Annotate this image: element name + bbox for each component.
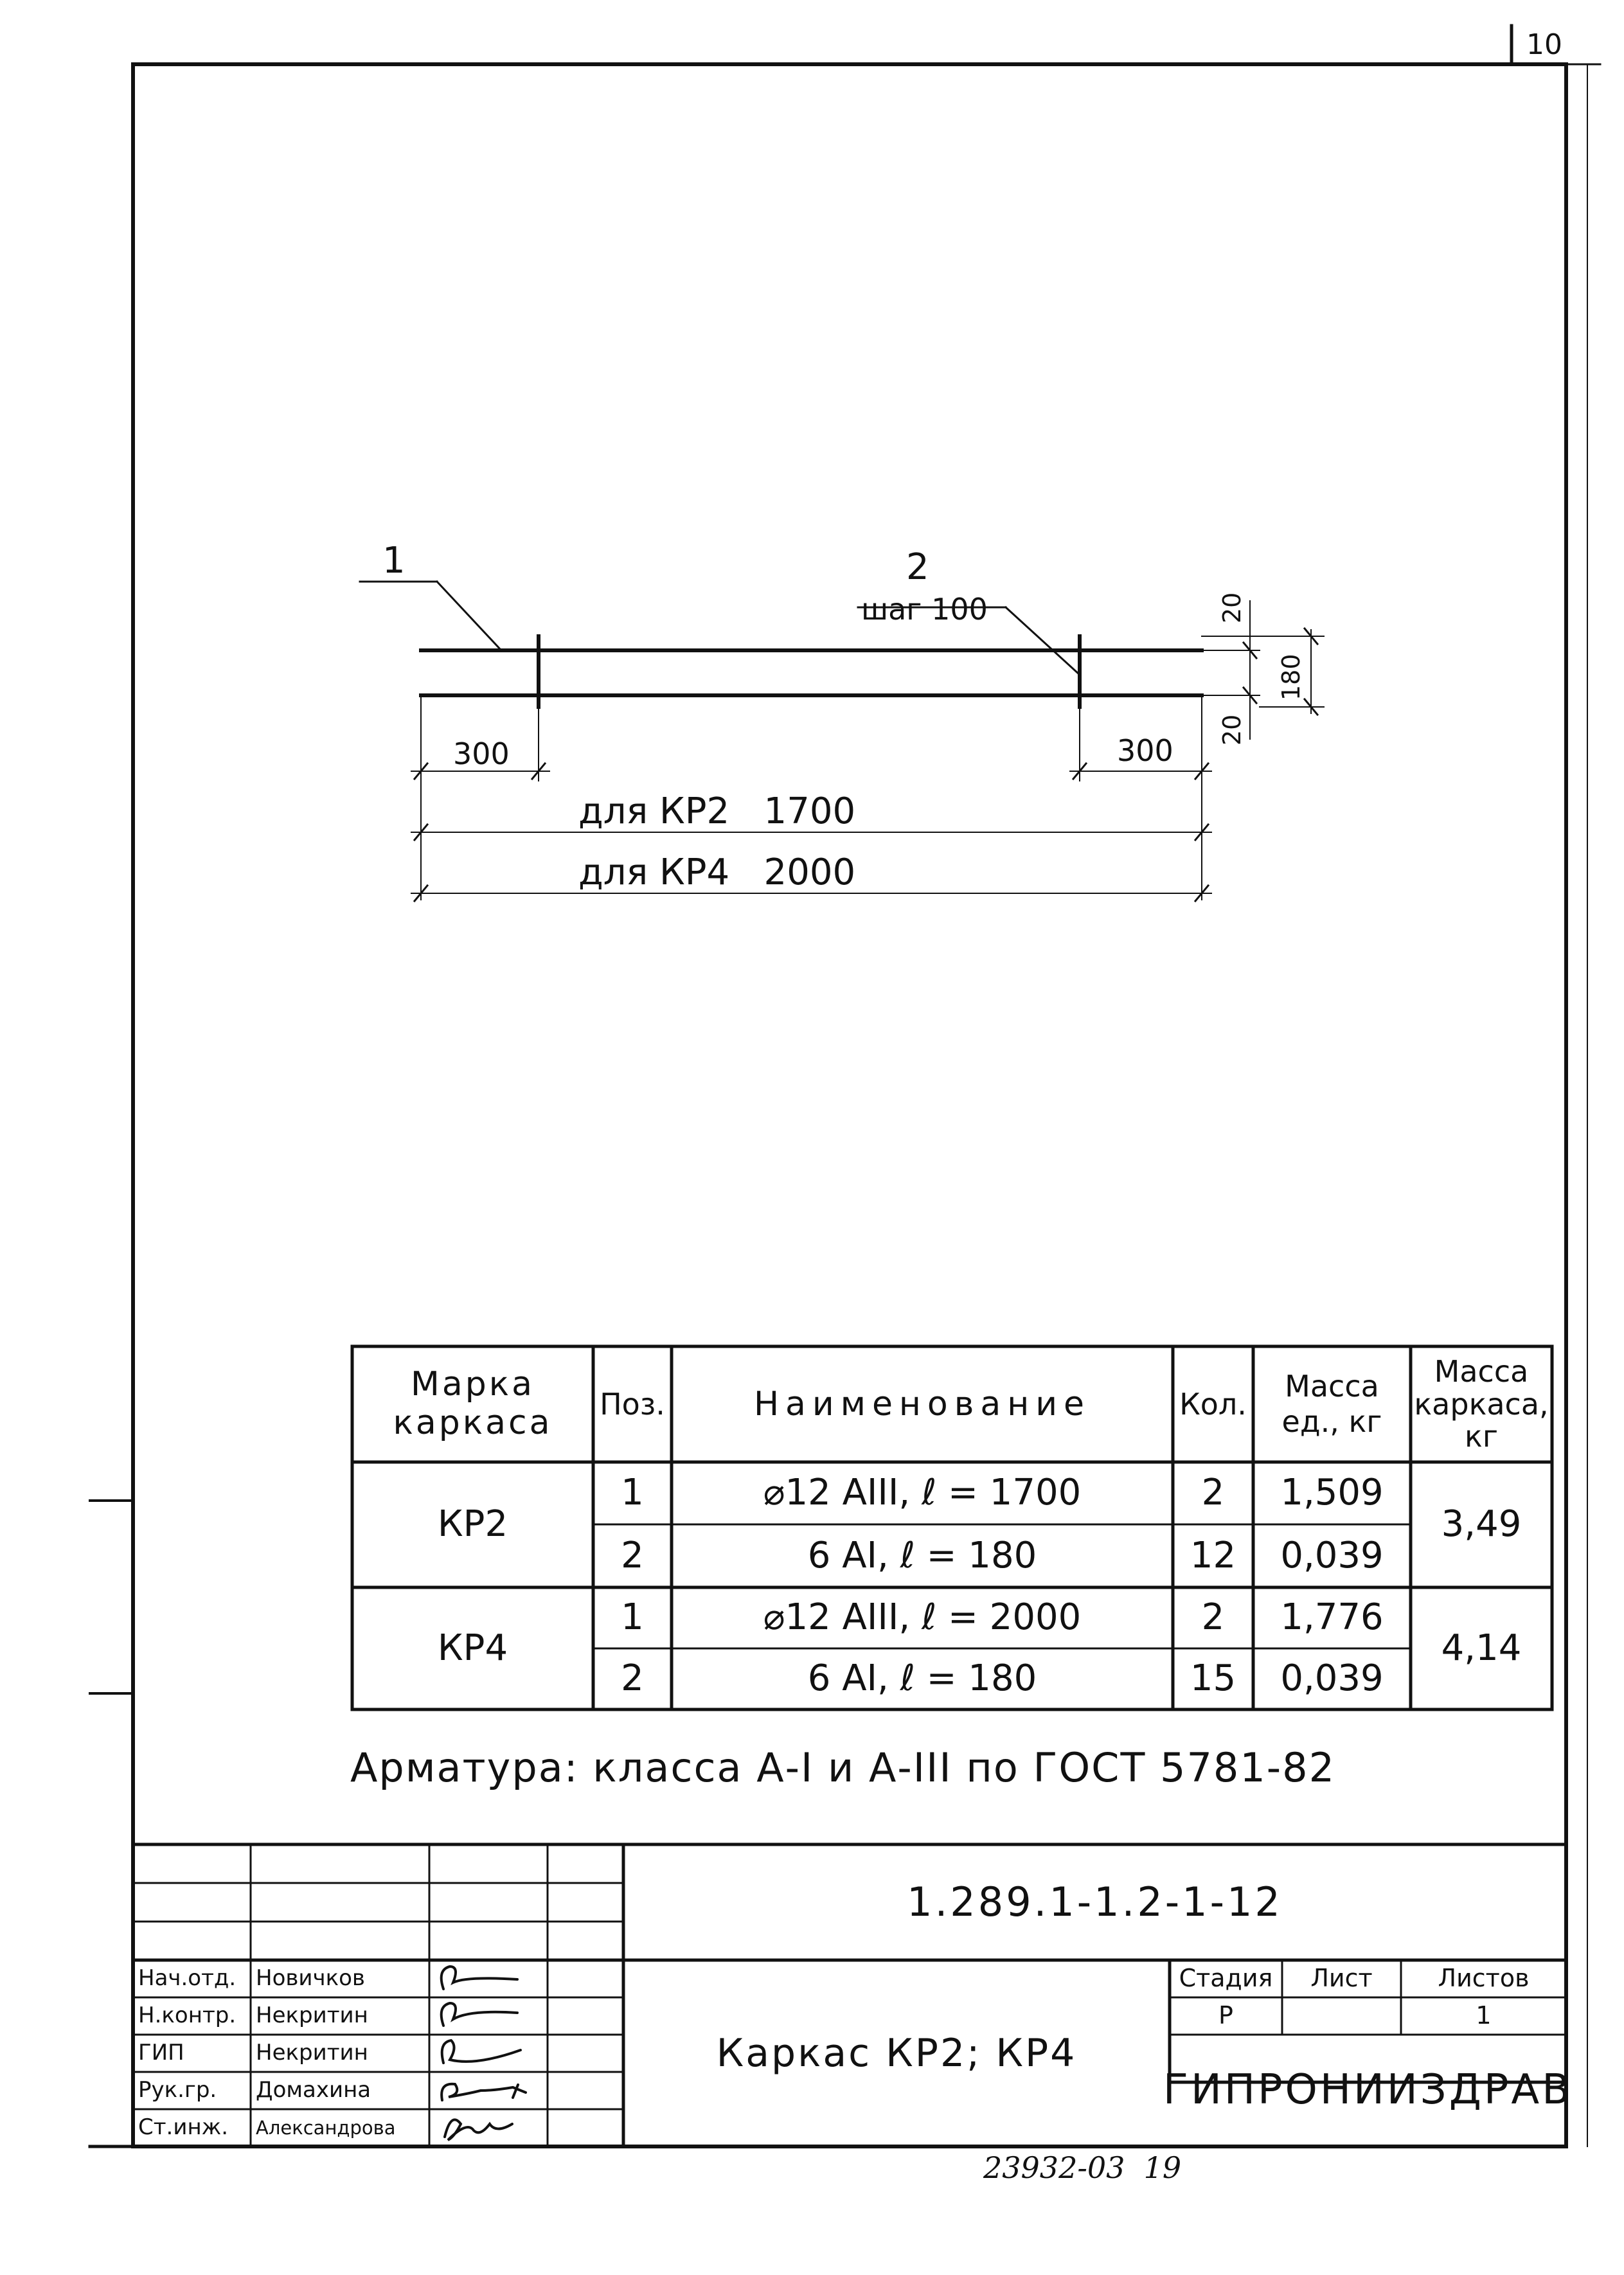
sheets-value: 1 — [1476, 2001, 1492, 2030]
table-row-pos: 2 — [621, 1657, 644, 1700]
role-label: Н.контр. — [138, 2003, 236, 2029]
dim-180: 180 — [1277, 654, 1305, 700]
sheet-label: Лист — [1310, 1964, 1373, 1993]
table-row-pos: 1 — [621, 1596, 644, 1639]
role-label: Нач.отд. — [138, 1965, 236, 1992]
dim-20-bottom: 20 — [1218, 714, 1246, 745]
header-mass-frame: Масса каркаса, кг — [1414, 1354, 1549, 1454]
person-name: Александрова — [256, 2116, 396, 2139]
table-row-qty: 12 — [1190, 1534, 1236, 1576]
mass-frame-kr2: 3,49 — [1441, 1503, 1522, 1546]
drawing-title: Каркас КР2; КР4 — [716, 2030, 1077, 2076]
footer-archive-number: 23932-03 19 — [983, 2150, 1182, 2185]
organization-name: ГИПРОНИИЗДРАВ — [1163, 2066, 1573, 2114]
table-row-name: 6 АI, ℓ = 180 — [807, 1534, 1037, 1576]
role-label: Ст.инж. — [138, 2114, 229, 2141]
table-row-pos: 2 — [621, 1534, 644, 1576]
table-row-name: 6 АI, ℓ = 180 — [807, 1657, 1037, 1700]
position-1-label: 1 — [382, 540, 406, 582]
person-name: Некритин — [256, 2003, 368, 2029]
dim-20-top: 20 — [1218, 592, 1246, 623]
table-row-qty: 2 — [1201, 1596, 1225, 1639]
mass-frame-kr4: 4,14 — [1441, 1627, 1522, 1669]
table-row-qty: 2 — [1201, 1472, 1225, 1514]
signature-1 — [442, 1967, 517, 1989]
signature-4 — [442, 2084, 526, 2100]
position-2-label: 2 — [906, 546, 929, 588]
signature-2 — [442, 2003, 517, 2026]
sheet-corner-number: 10 — [1526, 28, 1562, 61]
header-pos: Поз. — [600, 1386, 665, 1422]
dim-300-right: 300 — [1117, 733, 1173, 768]
signature-3 — [442, 2040, 521, 2063]
table-row-name: ⌀12 АIII, ℓ = 1700 — [763, 1472, 1082, 1514]
table-row-name: ⌀12 АIII, ℓ = 2000 — [763, 1596, 1082, 1639]
header-mass-unit: Масса ед., кг — [1281, 1368, 1382, 1439]
dim-300-left: 300 — [453, 736, 510, 771]
person-name: Новичков — [256, 1965, 365, 1992]
signature-5 — [445, 2119, 512, 2140]
person-name: Домахина — [256, 2077, 371, 2103]
role-label: Рук.гр. — [138, 2077, 217, 2103]
stage-value: Р — [1218, 2001, 1233, 2030]
table-row-qty: 15 — [1190, 1657, 1236, 1700]
document-code: 1.289.1-1.2-1-12 — [907, 1878, 1283, 1926]
mark-kr2: КР2 — [437, 1503, 508, 1546]
header-mark: Марка каркаса — [393, 1365, 553, 1442]
step-label: шаг 100 — [861, 592, 988, 627]
sheets-label: Листов — [1438, 1964, 1530, 1993]
table-row-mass-unit: 1,509 — [1280, 1472, 1384, 1514]
length-kr4: для КР4 2000 — [578, 852, 856, 893]
table-row-mass-unit: 0,039 — [1280, 1657, 1384, 1700]
mark-kr4: КР4 — [437, 1627, 508, 1669]
table-row-pos: 1 — [621, 1472, 644, 1514]
reinforcement-note: Арматура: класса А-I и А-III по ГОСТ 5781-82 — [350, 1744, 1336, 1791]
stage-label: Стадия — [1179, 1964, 1273, 1993]
length-kr2: для КР2 1700 — [578, 790, 856, 832]
table-row-mass-unit: 1,776 — [1280, 1596, 1384, 1639]
table-row-mass-unit: 0,039 — [1280, 1534, 1384, 1576]
role-label: ГИП — [138, 2040, 184, 2066]
header-qty: Кол. — [1179, 1386, 1247, 1422]
header-name: Наименование — [753, 1384, 1091, 1423]
person-name: Некритин — [256, 2040, 368, 2066]
